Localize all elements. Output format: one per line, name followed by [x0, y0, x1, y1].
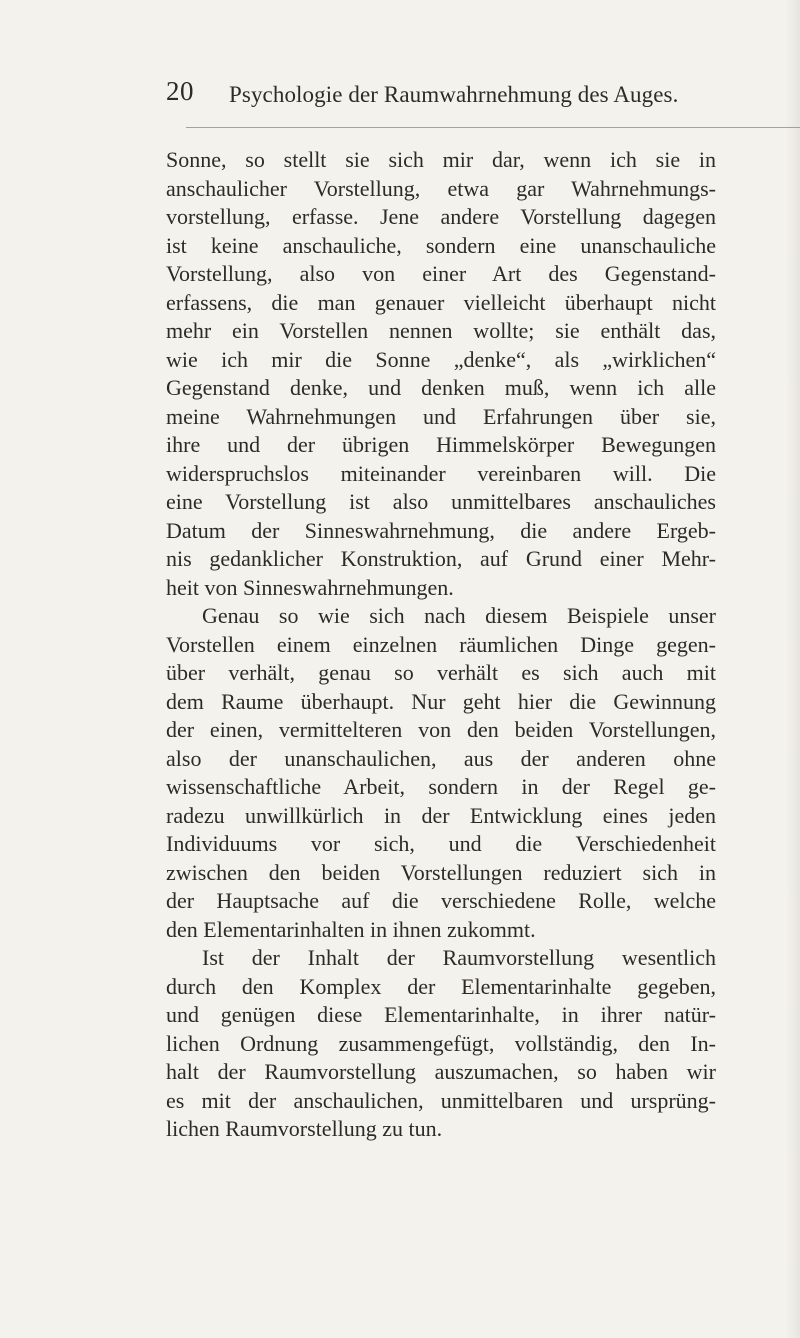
- text-line: über verhält, genau so verhält es sich auch mit: [166, 660, 716, 685]
- text-line: zwischen den beiden Vorstellungen reduziert sich in: [166, 859, 716, 885]
- text-line: wissenschaftliche Arbeit, sondern in der Regel ge-: [166, 774, 716, 799]
- text-line: Individuums vor sich, und die Verschiedenheit: [166, 831, 716, 856]
- text-line: Ist der Inhalt der Raumvorstellung wesentlich: [202, 945, 716, 970]
- text-line: Datum der Sinneswahrnehmung, die andere Ergeb-: [166, 517, 716, 543]
- text-line: ist keine anschauliche, sondern eine unanschauliche: [166, 232, 716, 258]
- running-title: Psychologie der Raumwahrnehmung des Auges.: [229, 82, 679, 107]
- text-line: vorstellung, erfasse. Jene andere Vorstellung dagegen: [166, 204, 716, 229]
- text-line: anschaulicher Vorstellung, etwa gar Wahrnehmungs-: [166, 175, 716, 201]
- text-line: durch den Komplex der Elementarinhalte gegeben,: [166, 973, 716, 999]
- text-line: ihre und der übrigen Himmelskörper Bewegungen: [166, 432, 716, 457]
- text-line: halt der Raumvorstellung auszumachen, so haben wir: [166, 1059, 716, 1084]
- text-line: dem Raume überhaupt. Nur geht hier die Gewinnung: [166, 688, 716, 714]
- text-line: meine Wahrnehmungen und Erfahrungen über sie,: [166, 403, 716, 429]
- paragraph-3: [166, 944, 716, 1144]
- paragraph-1: [166, 146, 716, 602]
- text-line: es mit der anschaulichen, unmittelbaren und ursprüng-: [166, 1087, 716, 1113]
- header-rule: [186, 127, 800, 128]
- body-text: [166, 146, 716, 1144]
- text-line: wie ich mir die Sonne „denke“, als „wirklichen“: [166, 346, 716, 372]
- text-line: heit von Sinneswahrnehmungen.: [166, 574, 454, 600]
- text-line: mehr ein Vorstellen nennen wollte; sie enthält das,: [166, 318, 716, 343]
- paragraph-2: [166, 602, 716, 944]
- text-line: radezu unwillkürlich in der Entwicklung eines jeden: [166, 802, 716, 828]
- text-line: der einen, vermittelteren von den beiden Vorstellungen,: [166, 717, 716, 742]
- text-line: der Hauptsache auf die verschiedene Rolle, welche: [166, 888, 716, 913]
- text-line: Sonne, so stellt sie sich mir dar, wenn ich sie in: [166, 147, 716, 172]
- text-line: also der unanschaulichen, aus der anderen ohne: [166, 745, 716, 771]
- text-line: Gegenstand denke, und denken muß, wenn ich alle: [166, 375, 716, 400]
- text-line: nis gedanklicher Konstruktion, auf Grund einer Mehr-: [166, 546, 716, 571]
- text-line: und genügen diese Elementarinhalte, in ihrer natür-: [166, 1002, 716, 1027]
- page-header: [166, 72, 700, 126]
- text-line: erfassens, die man genauer vielleicht überhaupt nicht: [166, 289, 716, 315]
- text-line: lichen Ordnung zusammengefügt, vollständig, den In-: [166, 1030, 716, 1056]
- text-line: den Elementarinhalten in ihnen zukommt.: [166, 916, 536, 942]
- text-line: Genau so wie sich nach diesem Beispiele unser: [202, 603, 716, 628]
- text-line: eine Vorstellung ist also unmittelbares anschauliches: [166, 489, 716, 514]
- page-edge-shadow: [786, 0, 800, 1338]
- text-line: lichen Raumvorstellung zu tun.: [166, 1116, 443, 1141]
- page-number: 20: [166, 76, 194, 106]
- text-line: widerspruchslos miteinander vereinbaren will. Die: [166, 460, 716, 486]
- text-line: Vorstellung, also von einer Art des Gegenstand-: [166, 261, 716, 286]
- text-line: Vorstellen einem einzelnen räumlichen Dinge gegen-: [166, 631, 716, 657]
